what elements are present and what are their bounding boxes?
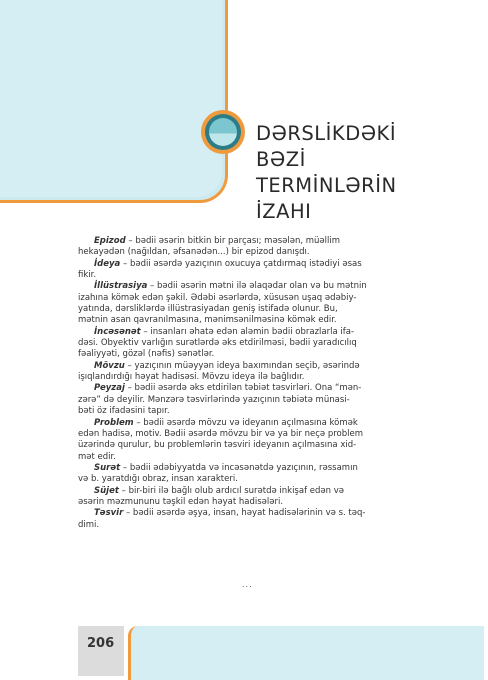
entry-line [78, 520, 433, 531]
page-number-box [78, 626, 124, 676]
entry-text: – bədii əsərdə mövzu və ideyanın açılmasına kömək [133, 417, 358, 428]
glossary-term: İncəsənət [94, 326, 141, 337]
entry-text: mətnin asan qavranılmasına, mənimsənilməsinə kömək edir. [78, 315, 337, 326]
title-line-1: DƏRSLİKDƏKİ [256, 122, 397, 145]
page-title [256, 121, 456, 225]
entry-text: – bədii əsərin bitkin bir parçası; məsələn, müəllim [125, 236, 340, 246]
top-panel-fill [0, 0, 222, 197]
entry-text: fikir. [78, 270, 97, 281]
entry-line [78, 259, 433, 270]
title-line-2: BƏZİ [256, 148, 306, 171]
glossary-entry [78, 486, 433, 509]
glossary-term: İdeya [94, 258, 121, 269]
entry-line [78, 327, 433, 338]
entry-text: üzərində qurulur, bu problemlərin təsviri ideyanın açılmasına xid- [78, 440, 357, 451]
entry-text: – bədii əsərin mətni ilə əlaqədar olan və bu mətnin [147, 281, 367, 292]
entry-line [78, 372, 433, 383]
entry-line [78, 463, 433, 474]
glossary-term: Mövzu [94, 360, 125, 371]
entry-text: edən hadisə, motiv. Bədii əsərdə mövzu bir və ya bir neçə problem [78, 428, 364, 439]
page-number: 206 [87, 636, 115, 651]
glossary-content [78, 236, 433, 531]
entry-line [78, 361, 433, 372]
entry-line [78, 395, 433, 406]
glossary-entry [78, 281, 433, 326]
entry-text: – bədii əsərdə yazıçının oxucuya çatdırmaq istədiyi əsas [120, 258, 362, 269]
entry-text: və b. yaratdığı obraz, insan xarakteri. [78, 474, 238, 485]
glossary-entry [78, 508, 433, 531]
entry-line [78, 236, 433, 247]
entry-text: – bədii ədəbiyyatda və incəsənətdə yazıçının, rəssamın [120, 462, 358, 473]
entry-text: – yazıçının müəyyən ideya baxımından seçib, əsərində [124, 360, 360, 371]
title-circle-icon [201, 110, 245, 154]
entry-line [78, 247, 433, 258]
entry-text: dəsi. Obyektiv varlığın surətlərdə əks etdirilməsi, bədii yaradıcılıq [78, 338, 357, 349]
glossary-term: Epizod [94, 236, 126, 246]
glossary-entry [78, 327, 433, 361]
glossary-term: İllüstrasiya [94, 281, 148, 292]
entry-line [78, 452, 433, 463]
entry-text: izahına kömək edən şəkil. Ədəbi əsərlərdə, xüsusən uşaq ədəbiy- [78, 292, 357, 303]
entry-line [78, 497, 433, 508]
glossary-entry [78, 259, 433, 282]
entry-line [78, 486, 433, 497]
entry-text: hekayədən (nağıldan, əfsanədən...) bir epizod danışdı. [78, 247, 310, 258]
entry-text: zərə” də deyilir. Mənzərə təsvirlərində yazıçının təbiətə münasi- [78, 394, 350, 405]
entry-line [78, 349, 433, 360]
title-circle-core [209, 118, 237, 146]
glossary-entry [78, 418, 433, 463]
entry-text: – bədii əsərdə əşya, insan, həyat hadisələrinin və s. təq- [123, 508, 366, 519]
entry-line [78, 508, 433, 519]
title-line-3: TERMİNLƏRİN [256, 174, 397, 197]
entry-line [78, 440, 433, 451]
glossary-entry [78, 236, 433, 259]
entry-line [78, 281, 433, 292]
entry-text: bəti öz ifadəsini tapır. [78, 406, 170, 417]
entry-text: fəaliyyəti, gözəl (nəfis) sənətlər. [78, 349, 215, 360]
entry-text: əsərin məzmununu təşkil edən həyat hadisələri. [78, 496, 284, 507]
entry-line [78, 406, 433, 417]
entry-text: mət edir. [78, 451, 116, 462]
entry-line [78, 383, 433, 394]
glossary-term: Surət [94, 462, 121, 473]
entry-text: işıqlandırdığı həyat hadisəsi. Mövzu ideya ilə bağlıdır. [78, 372, 305, 383]
entry-text: dimi. [78, 519, 100, 530]
entry-text: yatında, dərsliklərdə illüstrasiyadan geniş istifadə olunur. Bu, [78, 304, 338, 315]
top-decorative-panel [0, 0, 228, 203]
entry-line [78, 304, 433, 315]
glossary-term: Təsvir [94, 508, 124, 519]
glossary-term: Problem [94, 417, 134, 428]
entry-text: – insanları əhatə edən aləmin bədii obrazlarla ifa- [140, 326, 355, 337]
separator-dots: ... [242, 580, 253, 589]
glossary-term: Peyzaj [94, 383, 125, 394]
entry-line [78, 429, 433, 440]
bottom-decorative-bar [128, 626, 484, 680]
entry-line [78, 293, 433, 304]
entry-line [78, 270, 433, 281]
entry-line [78, 418, 433, 429]
entry-line [78, 338, 433, 349]
glossary-term: Süjet [94, 485, 119, 496]
entry-line [78, 315, 433, 326]
glossary-entry [78, 361, 433, 384]
glossary-entry [78, 383, 433, 417]
title-line-4: İZAHI [256, 200, 312, 223]
entry-line [78, 474, 433, 485]
entry-text: – bir-biri ilə bağlı olub ardıcıl surətdə inkişaf edən və [118, 485, 344, 496]
glossary-entry [78, 463, 433, 486]
entry-text: – bədii əsərdə əks etdirilən təbiət təsvirləri. Ona “mən- [124, 383, 362, 394]
